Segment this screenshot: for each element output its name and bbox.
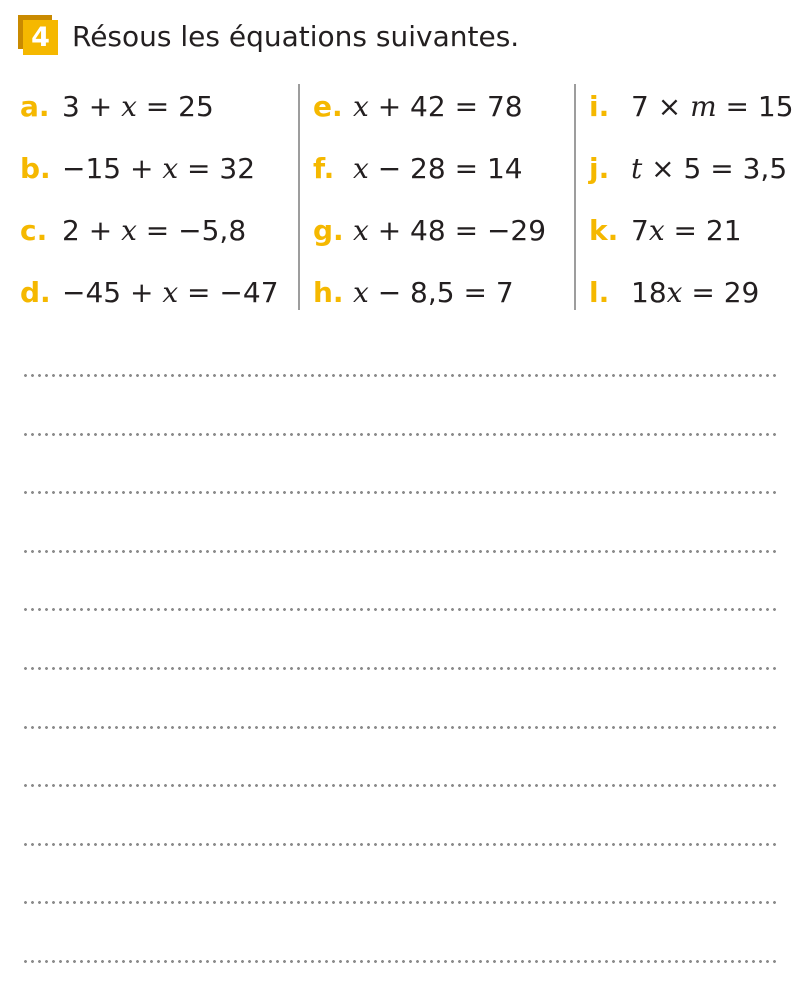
- answer-line[interactable]: [22, 433, 780, 436]
- equation-variable: x: [121, 90, 137, 123]
- equation-item: [20, 264, 279, 326]
- equations-column-1: [20, 78, 279, 326]
- answer-line[interactable]: [22, 726, 780, 729]
- exercise-number-badge: [18, 15, 58, 55]
- equation-part: = −47: [178, 276, 279, 309]
- equation-part: 7 ×: [631, 90, 691, 123]
- equation-part: −45 +: [62, 276, 163, 309]
- equation-text: [631, 264, 759, 322]
- equation-part: 2 +: [62, 214, 122, 247]
- column-divider-2: [574, 84, 576, 310]
- equation-letter: k.: [589, 214, 619, 247]
- equation-text: [353, 202, 546, 260]
- equation-variable: x: [353, 214, 369, 247]
- equation-item: [589, 78, 794, 140]
- answer-line[interactable]: [22, 491, 780, 494]
- equation-variable: x: [353, 152, 369, 185]
- equation-text: [62, 202, 246, 260]
- equation-item: [589, 140, 794, 202]
- answer-line[interactable]: [22, 608, 780, 611]
- answer-line[interactable]: [22, 667, 780, 670]
- equation-variable: x: [162, 276, 179, 309]
- equation-variable: m: [690, 90, 717, 123]
- equation-letter: d.: [20, 276, 51, 309]
- equation-part: 7: [631, 214, 649, 247]
- answer-line[interactable]: [22, 901, 780, 904]
- equation-item: [589, 264, 794, 326]
- equation-letter: h.: [313, 276, 344, 309]
- answer-line[interactable]: [22, 960, 780, 963]
- equation-text: [62, 264, 279, 322]
- equation-variable: x: [353, 276, 369, 309]
- equation-item: [20, 202, 279, 264]
- equation-variable: x: [648, 214, 665, 247]
- equation-variable: x: [353, 90, 369, 123]
- equation-part: − 28 = 14: [368, 152, 523, 185]
- equation-variable: x: [121, 214, 137, 247]
- equation-letter: i.: [589, 90, 610, 123]
- equation-letter: g.: [313, 214, 344, 247]
- equation-text: [353, 140, 523, 198]
- equation-variable: x: [162, 152, 179, 185]
- equation-text: [631, 140, 787, 198]
- equations-column-2: [313, 78, 546, 326]
- equation-item: [313, 202, 546, 264]
- answer-line[interactable]: [22, 374, 780, 377]
- equation-variable: t: [631, 152, 643, 185]
- equation-text: [62, 140, 255, 198]
- equation-text: [62, 78, 214, 136]
- equation-item: [313, 140, 546, 202]
- equation-part: 3 +: [62, 90, 122, 123]
- equation-text: [353, 78, 523, 136]
- equation-part: + 42 = 78: [368, 90, 523, 123]
- answer-line[interactable]: [22, 843, 780, 846]
- equation-text: [631, 78, 794, 136]
- equation-part: = 29: [682, 276, 760, 309]
- answer-line[interactable]: [22, 550, 780, 553]
- equation-variable: x: [666, 276, 683, 309]
- equation-part: −15 +: [62, 152, 163, 185]
- equation-part: 18: [631, 276, 667, 309]
- column-divider-1: [298, 84, 300, 310]
- equation-letter: j.: [589, 152, 610, 185]
- equation-text: [353, 264, 514, 322]
- equation-part: × 5 = 3,5: [642, 152, 788, 185]
- equation-part: = −5,8: [136, 214, 247, 247]
- exercise-instruction: Résous les équations suivantes.: [72, 20, 520, 53]
- answer-line[interactable]: [22, 784, 780, 787]
- equation-item: [313, 264, 546, 326]
- equation-letter: e.: [313, 90, 343, 123]
- equation-part: + 48 = −29: [368, 214, 547, 247]
- equation-part: = 32: [178, 152, 256, 185]
- exercise-number: 4: [23, 20, 58, 55]
- equation-text: [631, 202, 742, 260]
- equation-letter: c.: [20, 214, 48, 247]
- equation-letter: b.: [20, 152, 51, 185]
- equation-part: = 15: [716, 90, 794, 123]
- equation-letter: a.: [20, 90, 50, 123]
- equation-letter: l.: [589, 276, 610, 309]
- equation-item: [313, 78, 546, 140]
- equations-column-3: [589, 78, 794, 326]
- equation-letter: f.: [313, 152, 335, 185]
- equation-item: [20, 78, 279, 140]
- equation-item: [589, 202, 794, 264]
- equation-part: = 21: [664, 214, 742, 247]
- equation-part: = 25: [136, 90, 214, 123]
- equation-part: − 8,5 = 7: [368, 276, 514, 309]
- equation-item: [20, 140, 279, 202]
